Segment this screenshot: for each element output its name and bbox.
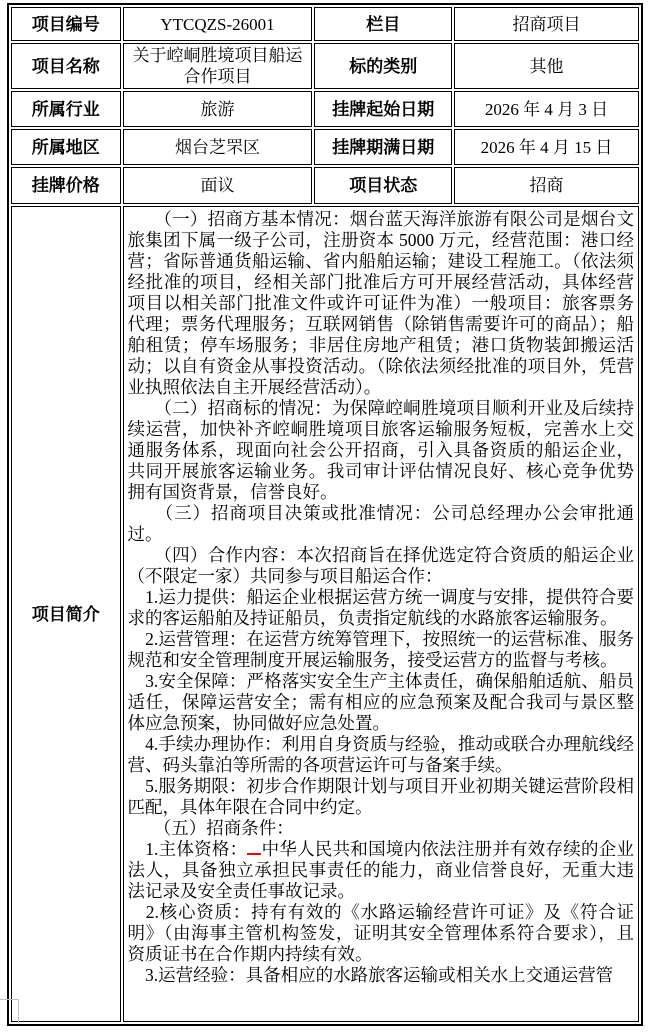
project-info-table <box>7 3 643 1026</box>
project-name-label: 项目名称 <box>11 43 121 89</box>
listing-price-value: 面议 <box>123 167 313 204</box>
intro-paragraph-6: 2.运营管理：在运营方统筹管理下，按照统一的运营标准、服务规范和安全管理制度开展运输服务，接受运营方的监督与考核。 <box>127 629 634 670</box>
industry-label: 所属行业 <box>11 91 121 127</box>
intro-paragraph-2: （二）招商标的情况：为保障崆峒胜境项目顺利开业及后续持续运营，加快补齐崆峒胜境项目旅客运输服务短板，完善水上交通服务体系，现面向社会公开招商，引入具备资质的船运企业，共同开展旅客运输业务。我司审计评估情况良好、核心竞争优势拥有国资背景，信誉良好。 <box>127 398 634 502</box>
listing-price-label: 挂牌价格 <box>11 167 121 204</box>
intro-paragraph-3: （三）招商项目决策或批准情况：公司总经理办公会审批通过。 <box>127 503 634 544</box>
column-value: 招商项目 <box>454 7 639 41</box>
intro-paragraph-5: 1.运力提供：船运企业根据运营方统一调度与安排，提供符合要求的客运船舶及持证船员，负责指定航线的水路旅客运输服务。 <box>127 587 634 628</box>
table-row <box>11 7 639 41</box>
intro-paragraph-7: 3.安全保障：严格落实安全生产主体责任，确保船舶适航、船员适任，保障运营安全；需有相应的应急预案及配合我司与景区整体应急预案，协同做好应急处置。 <box>127 671 634 733</box>
table-row <box>11 129 639 165</box>
intro-paragraph-4: （四）合作内容：本次招商旨在择优选定符合资质的船运企业（不限定一家）共同参与项目船运合作： <box>127 545 634 586</box>
intro-paragraph-9: 5.服务期限：初步合作期限计划与项目开业初期关键运营阶段相匹配，具体年限在合同中约定。 <box>127 776 634 817</box>
project-intro-label: 项目简介 <box>11 206 121 1022</box>
red-underline-mark <box>247 840 261 855</box>
project-number-label: 项目编号 <box>11 7 121 41</box>
project-name-value: 关于崆峒胜境项目船运合作项目 <box>123 43 313 89</box>
region-label: 所属地区 <box>11 129 121 165</box>
project-status-value: 招商 <box>454 167 639 204</box>
column-label: 栏目 <box>314 7 452 41</box>
listing-end-date-value: 2026 年 4 月 15 日 <box>454 129 639 165</box>
listing-start-date-value: 2026 年 4 月 3 日 <box>454 91 639 127</box>
region-value: 烟台芝罘区 <box>123 129 313 165</box>
industry-value: 旅游 <box>123 91 313 127</box>
intro-paragraph-13: 3.运营经验：具备相应的水路旅客运输或相关水上交通运营管 <box>127 965 614 985</box>
gray-box-corner-artifact <box>0 999 19 1023</box>
intro-paragraph-10: （五）招商条件： <box>127 818 294 838</box>
project-number-value: YTCQZS-26001 <box>123 7 313 41</box>
table-row <box>11 43 639 89</box>
project-intro-text <box>128 209 634 1015</box>
project-status-label: 项目状态 <box>314 167 452 204</box>
intro-paragraph-11 <box>128 839 634 902</box>
subject-category-value: 其他 <box>454 43 639 89</box>
intro-paragraph-8: 4.手续办理协作：利用自身资质与经验，推动或联合办理航线经营、码头靠泊等所需的各项营运许可与备案手续。 <box>127 734 634 775</box>
intro-paragraph-12: 2.核心资质：持有有效的《水路运输经营许可证》及《符合证明》（由海事主管机构签发，证明其安全管理体系符合要求），且资质证书在合作期内持续有效。 <box>127 902 634 964</box>
table-row <box>11 206 639 1022</box>
subject-category-label: 标的类别 <box>314 43 452 89</box>
table-row <box>11 91 639 127</box>
project-intro-content <box>123 206 639 1022</box>
intro-paragraph-11-pre: 1.主体资格： <box>127 839 248 859</box>
listing-start-date-label: 挂牌起始日期 <box>314 91 452 127</box>
table-row <box>11 167 639 204</box>
intro-paragraph-11-rest: 中华人民共和国境内依法注册并有效存续的企业法人，具备独立承担民事责任的能力，商业信誉良好，无重大违法记录及安全责任事故记录。 <box>127 839 634 901</box>
intro-paragraph-1: （一）招商方基本情况：烟台蓝天海洋旅游有限公司是烟台文旅集团下属一级子公司，注册资本 5000 万元，经营范围：港口经营；省际普通货船运输、省内船舶运输；建设工程施工。（依法须经批准的项目，经相关部门批准后方可开展经营活动，具体经营项目以相关部门批准文件或许可证件为准）一般项目：旅客票务代理；票务代理服务；互联网销售（除销售需要许可的商品）；船舶租赁；停车场服务；非居住房地产租赁；港口货物装卸搬运活动；以自有资金从事投资活动。（除依法须经批准的项目外，凭营业执照依法自主开展经营活动）。 <box>127 209 634 397</box>
listing-end-date-label: 挂牌期满日期 <box>314 129 452 165</box>
